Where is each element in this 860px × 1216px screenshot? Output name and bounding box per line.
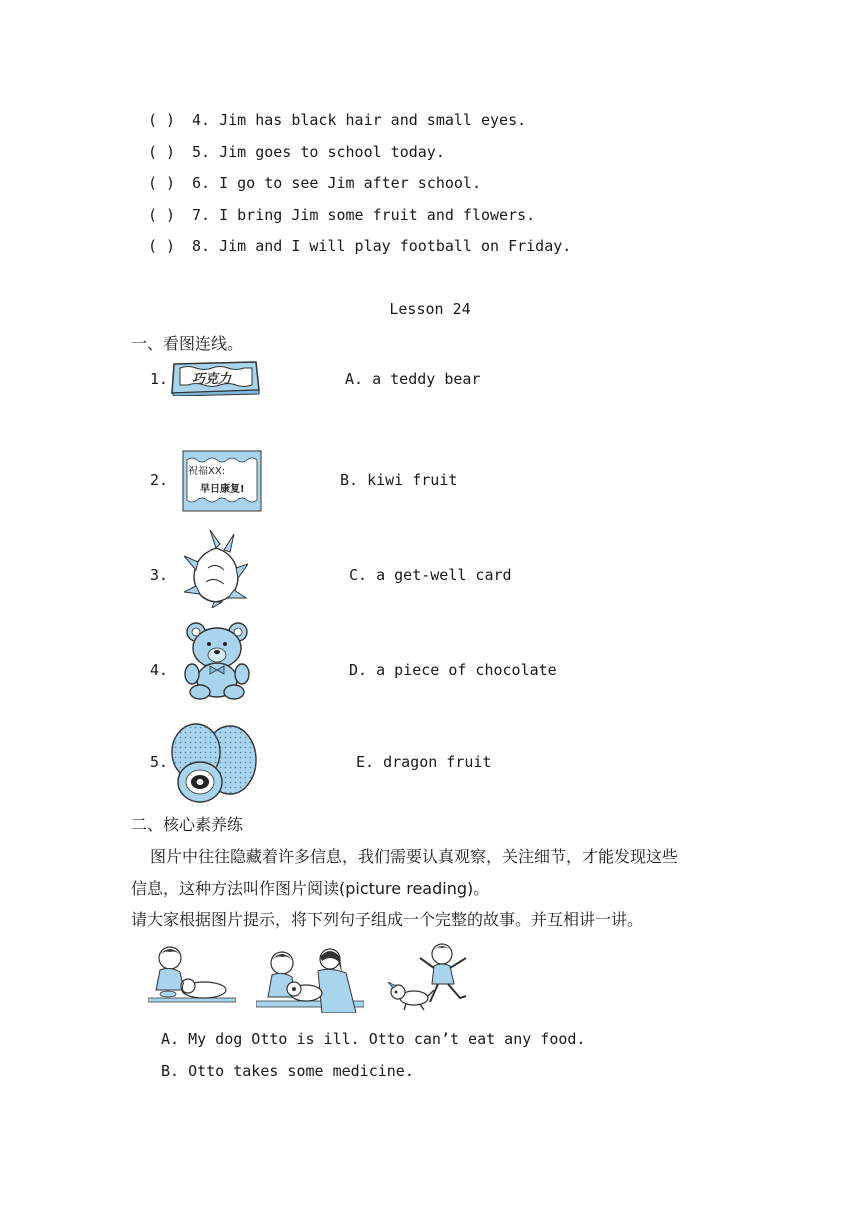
tf-item-4 (148, 111, 526, 129)
item-number: 5. (192, 143, 211, 161)
item-text: Jim has black hair and small eyes. (219, 111, 527, 129)
item-text: Jim goes to school today. (219, 143, 445, 161)
answer-blank[interactable]: ( ) (148, 143, 176, 161)
item-text: I go to see Jim after school. (219, 174, 481, 192)
match-number-4: 4. (150, 661, 169, 679)
card-text-2: 早日康复! (200, 484, 245, 495)
dragon-fruit-icon (184, 528, 248, 608)
lesson-title: Lesson 24 (389, 300, 471, 318)
item-number: 6. (192, 174, 211, 192)
girl-and-doctor-with-dog-icon (256, 947, 364, 1013)
item-text: Jim and I will play football on Friday. (219, 237, 572, 255)
item-number: 7. (192, 206, 211, 224)
paragraph-2: 请大家根据图片提示，将下列句子组成一个完整的故事。并互相讲一讲。 (131, 910, 644, 929)
answer-blank[interactable]: ( ) (148, 174, 176, 192)
answer-blank[interactable]: ( ) (148, 237, 176, 255)
match-option-a[interactable]: A. a teddy bear (345, 370, 481, 388)
card-text-1: 祝福XX: (188, 466, 226, 477)
answer-blank[interactable]: ( ) (148, 206, 176, 224)
match-option-c[interactable]: C. a get-well card (349, 566, 512, 584)
section-2-title: 二、核心素养练 (131, 815, 244, 834)
girl-playing-with-dog-icon (384, 940, 476, 1012)
tf-item-7 (148, 206, 535, 224)
match-option-e[interactable]: E. dragon fruit (356, 753, 492, 771)
girl-with-sick-dog-icon (148, 942, 236, 1004)
chocolate-wrapper-text: 巧克力 (192, 372, 232, 387)
paragraph-1a: 图片中往往隐藏着许多信息，我们需要认真观察，关注细节，才能发现这些 (150, 847, 679, 866)
match-number-2: 2. (150, 471, 169, 489)
kiwi-fruit-icon (168, 720, 260, 804)
section-1-title: 一、看图连线。 (131, 334, 244, 353)
story-sentence-a: A. My dog Otto is ill. Otto can’t eat any food. (161, 1030, 586, 1048)
tf-item-6 (148, 174, 481, 192)
item-text: I bring Jim some fruit and flowers. (219, 206, 536, 224)
item-number: 8. (192, 237, 211, 255)
paragraph-1b: 信息，这种方法叫作图片阅读(picture reading)。 (131, 879, 490, 898)
match-option-d[interactable]: D. a piece of chocolate (349, 661, 557, 679)
match-option-b[interactable]: B. kiwi fruit (340, 471, 458, 489)
item-number: 4. (192, 111, 211, 129)
match-number-5: 5. (150, 753, 169, 771)
answer-blank[interactable]: ( ) (148, 111, 176, 129)
match-number-1: 1. (150, 370, 169, 388)
tf-item-5 (148, 143, 445, 161)
match-number-3: 3. (150, 566, 169, 584)
tf-item-8 (148, 237, 571, 255)
teddy-bear-icon (184, 620, 250, 700)
story-sentence-b: B. Otto takes some medicine. (161, 1062, 414, 1080)
get-well-card-icon (182, 450, 262, 512)
chocolate-bar-icon (168, 360, 262, 396)
